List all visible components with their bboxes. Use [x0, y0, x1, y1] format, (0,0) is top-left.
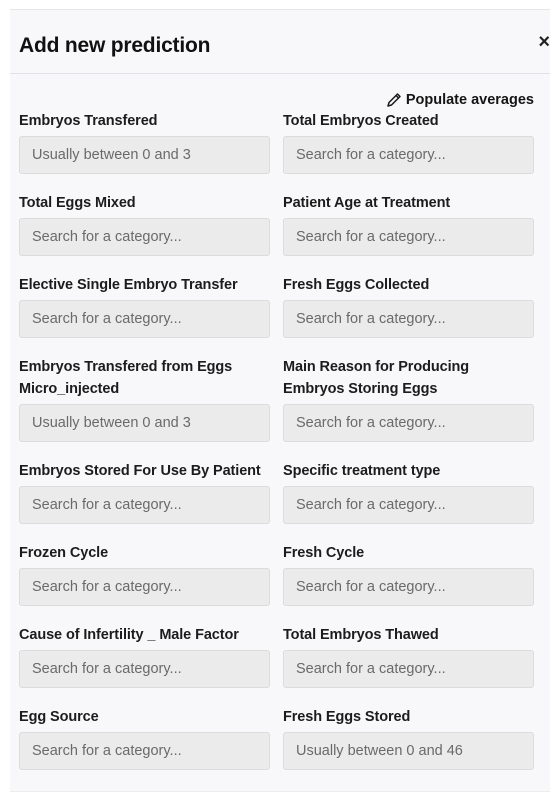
- total-embryos-thawed-input[interactable]: [283, 650, 534, 688]
- field-label: Frozen Cycle: [19, 545, 109, 561]
- field-fresh-eggs-collected: [283, 274, 534, 338]
- field-total-embryos-thawed: [283, 624, 534, 688]
- specific-treatment-type-input[interactable]: [283, 486, 534, 524]
- field-fresh-cycle: [283, 542, 534, 606]
- field-cause-of-infertility-male: [19, 624, 270, 688]
- main-reason-storing-eggs-input[interactable]: [283, 404, 534, 442]
- field-label: Egg Source: [19, 709, 99, 725]
- field-specific-treatment-type: [283, 460, 534, 524]
- fresh-eggs-collected-input[interactable]: [283, 300, 534, 338]
- field-label: Total Eggs Mixed: [19, 195, 136, 211]
- cause-of-infertility-male-input[interactable]: [19, 650, 270, 688]
- field-total-embryos-created: [283, 110, 534, 174]
- prediction-modal: [10, 10, 550, 792]
- populate-averages-button[interactable]: [386, 90, 534, 110]
- modal-header: [10, 10, 550, 74]
- field-egg-source: [19, 706, 270, 770]
- field-label: Embryos Transfered from Eggs Micro_injected: [19, 359, 233, 397]
- egg-source-input[interactable]: [19, 732, 270, 770]
- field-patient-age: [283, 192, 534, 256]
- field-label: Fresh Eggs Collected: [283, 277, 430, 293]
- pencil-icon: [386, 92, 402, 108]
- field-label: Cause of Infertility _ Male Factor: [19, 627, 239, 643]
- field-fresh-eggs-stored: [283, 706, 534, 770]
- field-elective-single-embryo-transfer: [19, 274, 270, 338]
- field-label: Total Embryos Created: [283, 113, 439, 129]
- field-label: Elective Single Embryo Transfer: [19, 277, 238, 293]
- elective-single-embryo-transfer-input[interactable]: [19, 300, 270, 338]
- field-label: Total Embryos Thawed: [283, 627, 439, 643]
- fresh-cycle-input[interactable]: [283, 568, 534, 606]
- field-label: Fresh Eggs Stored: [283, 709, 411, 725]
- field-embryos-transfered-micro-injected: [19, 356, 270, 442]
- fresh-eggs-stored-input[interactable]: [283, 732, 534, 770]
- field-label: Embryos Stored For Use By Patient: [19, 463, 261, 479]
- field-total-eggs-mixed: [19, 192, 270, 256]
- field-embryos-transfered: [19, 110, 270, 174]
- populate-averages-label: Populate averages: [405, 92, 534, 108]
- field-embryos-stored-for-patient: [19, 460, 270, 524]
- embryos-stored-for-patient-input[interactable]: [19, 486, 270, 524]
- field-label: Embryos Transfered: [19, 113, 158, 129]
- embryos-transfered-micro-injected-input[interactable]: [19, 404, 270, 442]
- modal-title: Add new prediction: [19, 34, 211, 57]
- field-label: Patient Age at Treatment: [283, 195, 451, 211]
- frozen-cycle-input[interactable]: [19, 568, 270, 606]
- patient-age-input[interactable]: [283, 218, 534, 256]
- embryos-transfered-input[interactable]: [19, 136, 270, 174]
- field-label: Fresh Cycle: [283, 545, 365, 561]
- close-icon[interactable]: ×: [538, 31, 550, 53]
- field-label: Main Reason for Producing Embryos Storing Eggs: [283, 359, 470, 397]
- field-frozen-cycle: [19, 542, 270, 606]
- total-embryos-created-input[interactable]: [283, 136, 534, 174]
- field-label: Specific treatment type: [283, 463, 441, 479]
- field-main-reason-storing-eggs: [283, 356, 534, 442]
- total-eggs-mixed-input[interactable]: [19, 218, 270, 256]
